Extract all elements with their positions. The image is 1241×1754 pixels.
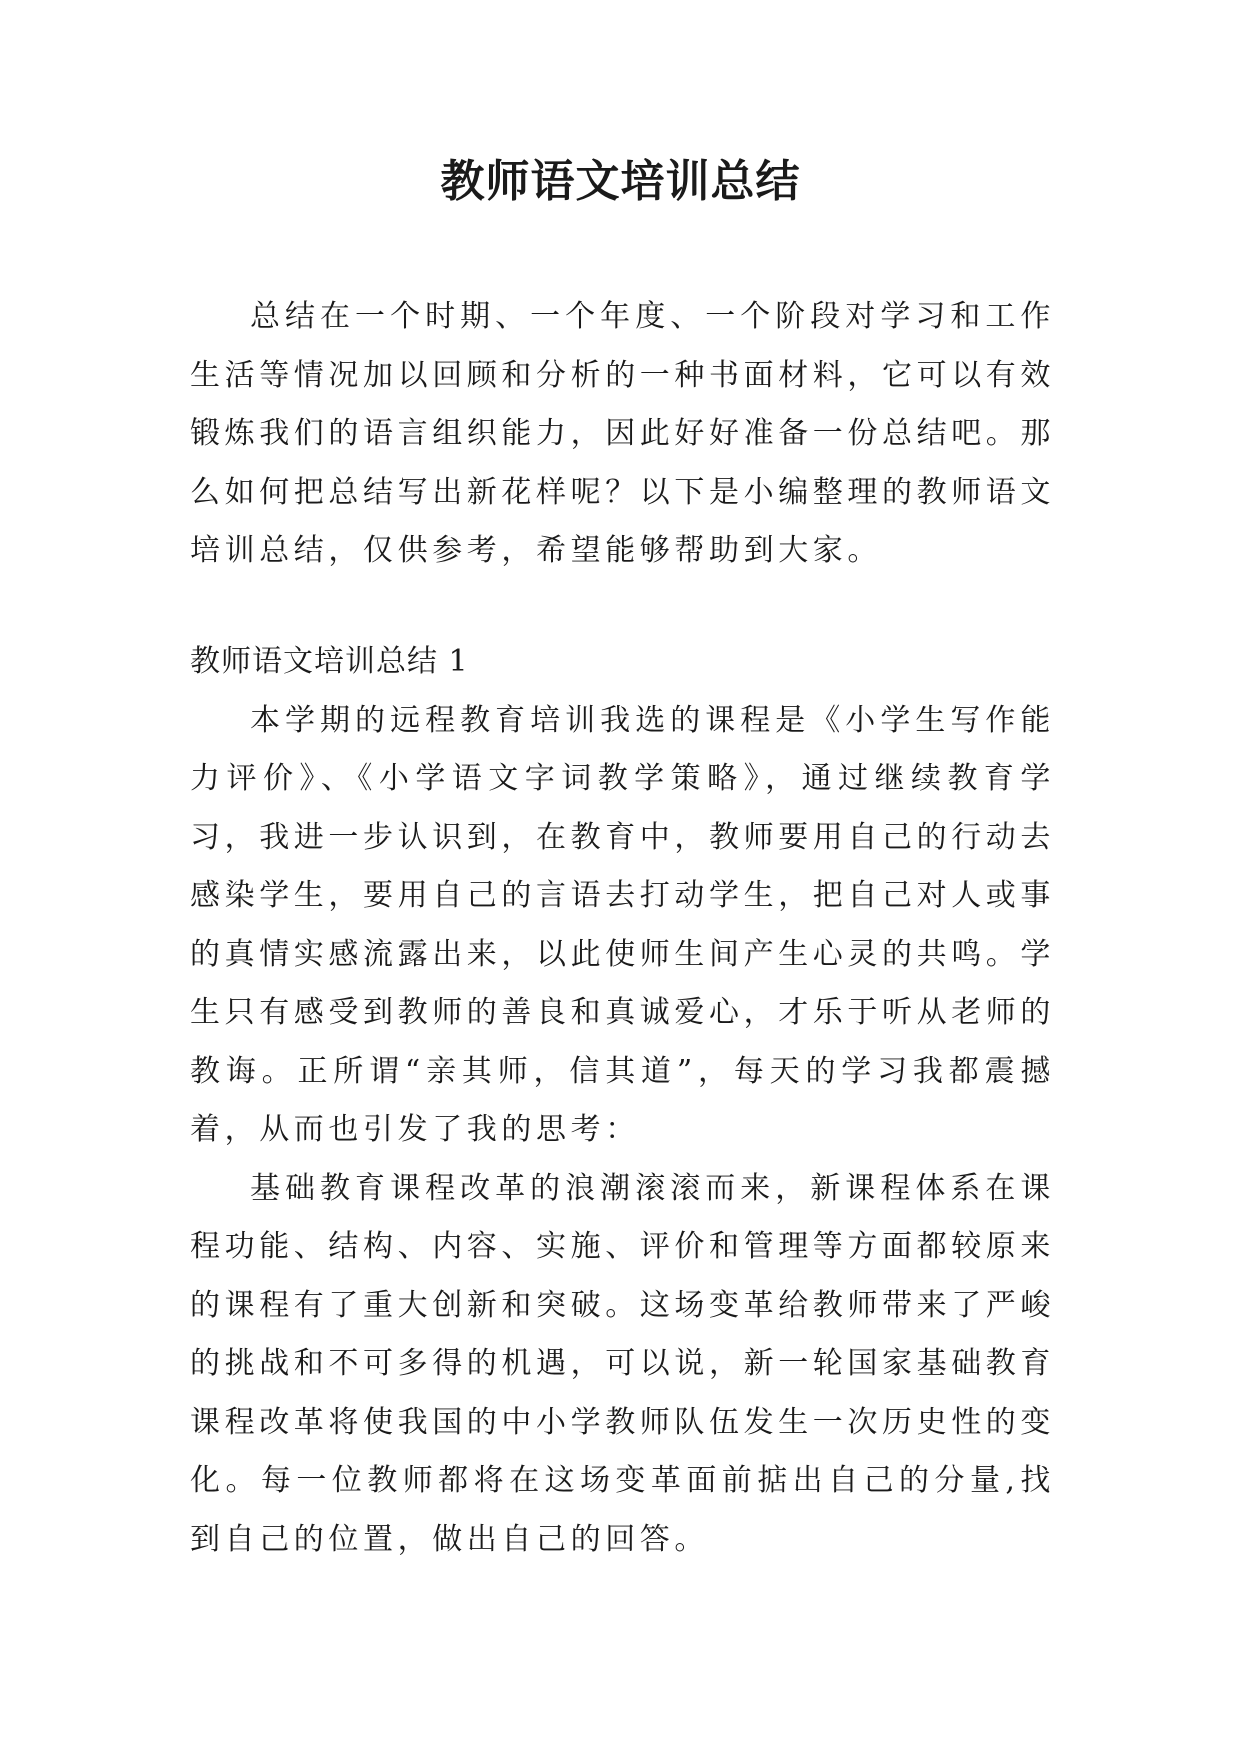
section-paragraph-2: 基础教育课程改革的浪潮滚滚而来，新课程体系在课程功能、结构、内容、实施、评价和管理等方面都较原来的课程有了重大创新和突破。这场变革给教师带来了严峻的挑战和不可多得的机遇，可以说，新一轮国家基础教育课程改革将使我国的中小学教师队伍发生一次历史性的变化。每一位教师都将在这场变革面前掂出自己的分量,找到自己的位置，做出自己的回答。 — [190, 1170, 1055, 1557]
section-paragraph-1: 本学期的远程教育培训我选的课程是《小学生写作能力评价》、《小学语文字词教学策略》，通过继续教育学习，我进一步认识到，在教育中，教师要用自己的行动去感染学生，要用自己的言语去打动学生，把自己对人或事的真情实感流露出来，以此使师生间产生心灵的共鸣。学生只有感受到教师的善良和真诚爱心，才乐于听从老师的教诲。正所谓“亲其师，信其道”，每天的学习我都震撼着，从而也引发了我的思考： — [190, 702, 1055, 1147]
document-title: 教师语文培训总结 — [440, 156, 801, 207]
section-heading: 教师语文培训总结 1 — [190, 644, 469, 679]
intro-paragraph: 总结在一个时期、一个年度、一个阶段对学习和工作生活等情况加以回顾和分析的一种书面材料，它可以有效锻炼我们的语言组织能力，因此好好准备一份总结吧。那么如何把总结写出新花样呢？以下是小编整理的教师语文培训总结，仅供参考，希望能够帮助到大家。 — [190, 299, 1055, 568]
intro-block — [190, 288, 1055, 581]
section-1 — [190, 633, 1055, 1569]
